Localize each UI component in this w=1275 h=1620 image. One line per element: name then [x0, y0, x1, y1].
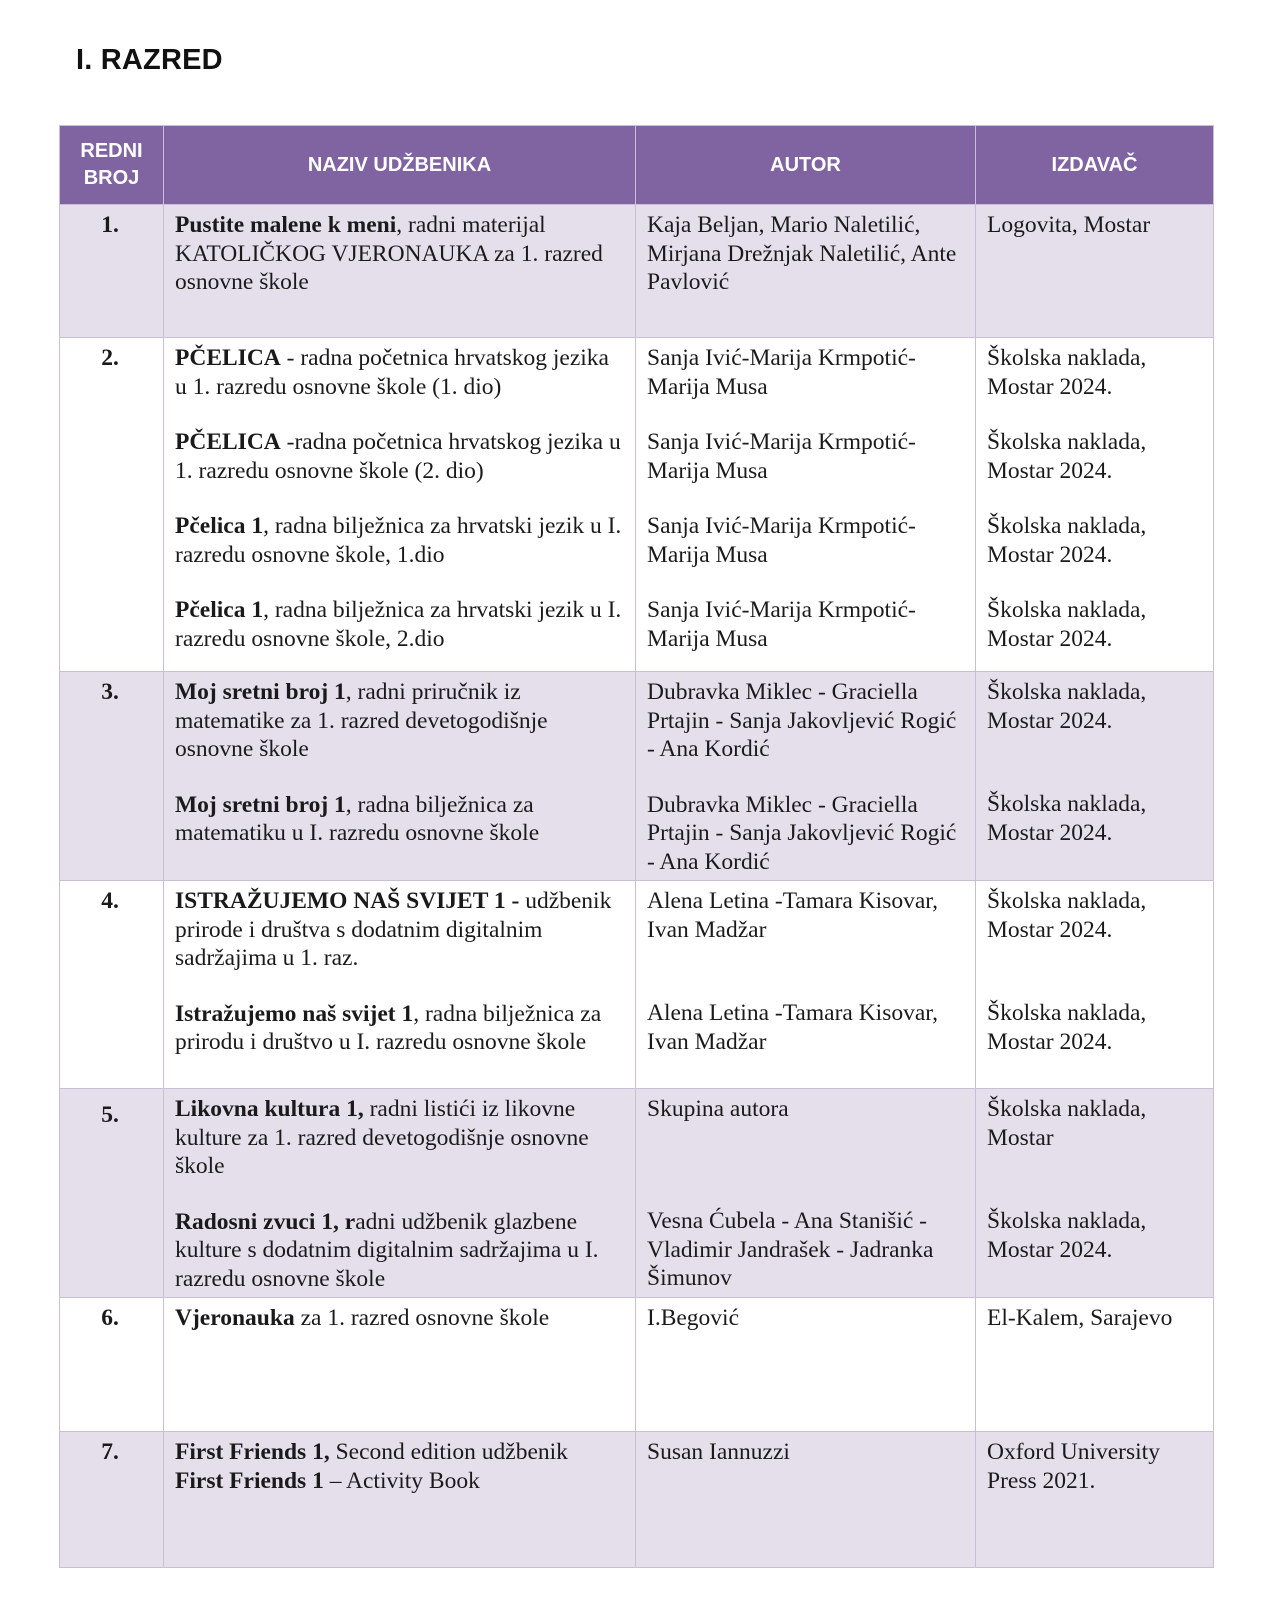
- author-cell: [636, 1432, 976, 1568]
- author-entry: Dubravka Miklec - Graciella Prtajin - Sanja Jakovljević Rogić - Ana Kordić: [647, 791, 957, 875]
- title-entry: Istražujemo naš svijet 1, radna bilježnica za prirodu i društvo u I. razredu osnovne škole: [175, 1000, 602, 1055]
- header-izdavac: IZDAVAČ: [976, 126, 1214, 205]
- title-cell: [164, 205, 636, 338]
- publisher-entry: Oxford University Press 2021.: [987, 1439, 1160, 1494]
- table-row: [60, 338, 1214, 672]
- header-naziv: NAZIV UDŽBENIKA: [164, 126, 636, 205]
- title-entry: Moj sretni broj 1, radni priručnik iz matematike za 1. razred devetogodišnje osnovne škole: [175, 679, 548, 762]
- textbook-table: [59, 125, 1214, 1568]
- publisher-cell: [976, 1089, 1214, 1298]
- author-entry: Kaja Beljan, Mario Naletilić, Mirjana Drežnjak Naletilić, Ante Pavlović: [647, 212, 957, 295]
- title-cell: [164, 338, 636, 672]
- publisher-cell: [976, 672, 1214, 881]
- publisher-entry: Školska naklada, Mostar 2024.: [987, 791, 1147, 846]
- author-cell: [636, 672, 976, 881]
- table-row: [60, 1298, 1214, 1432]
- publisher-entry: Školska naklada, Mostar 2024.: [987, 345, 1147, 400]
- publisher-entry: Školska naklada, Mostar 2024.: [987, 888, 1147, 943]
- author-cell: [636, 338, 976, 672]
- publisher-cell: [976, 881, 1214, 1089]
- table-row: [60, 672, 1214, 881]
- author-entry: Sanja Ivić-Marija Krmpotić-Marija Musa: [647, 429, 916, 484]
- author-entry: Sanja Ivić-Marija Krmpotić-Marija Musa: [647, 345, 916, 400]
- title-cell: [164, 1089, 636, 1298]
- title-entry: First Friends 1, Second edition udžbenik First Friends 1 – Activity Book: [175, 1439, 568, 1494]
- author-entry: Sanja Ivić-Marija Krmpotić-Marija Musa: [647, 513, 916, 568]
- table-row: [60, 205, 1214, 338]
- title-cell: [164, 881, 636, 1089]
- publisher-cell: [976, 1432, 1214, 1568]
- publisher-entry: Školska naklada, Mostar 2024.: [987, 679, 1147, 734]
- title-cell: [164, 1298, 636, 1432]
- author-cell: [636, 1298, 976, 1432]
- row-number: 5.: [60, 1089, 164, 1298]
- publisher-cell: [976, 205, 1214, 338]
- author-entry: Alena Letina -Tamara Kisovar, Ivan Madžar: [647, 1000, 939, 1055]
- title-entry: Pčelica 1, radna bilježnica za hrvatski jezik u I. razredu osnovne škole, 2.dio: [175, 597, 622, 652]
- author-entry: Susan Iannuzzi: [647, 1439, 790, 1465]
- title-entry: PČELICA - radna početnica hrvatskog jezika u 1. razredu osnovne škole (1. dio): [175, 345, 609, 400]
- table-header-row: [60, 126, 1214, 205]
- header-autor: AUTOR: [636, 126, 976, 205]
- row-number: 7.: [60, 1432, 164, 1568]
- title-entry: Radosni zvuci 1, radni udžbenik glazbene kulture s dodatnim digitalnim sadržajima u I. razredu osnovne škole: [175, 1208, 599, 1292]
- title-entry: ISTRAŽUJEMO NAŠ SVIJET 1 - udžbenik prirode i društva s dodatnim digitalnim sadržajima u 1. raz.: [175, 888, 612, 971]
- page-title: I. RAZRED: [76, 44, 223, 76]
- title-cell: [164, 1432, 636, 1568]
- publisher-cell: [976, 1298, 1214, 1432]
- author-entry: Vesna Ćubela - Ana Stanišić - Vladimir Jandrašek - Jadranka Šimunov: [647, 1208, 934, 1291]
- author-entry: I.Begović: [647, 1305, 740, 1331]
- publisher-entry: Školska naklada, Mostar 2024.: [987, 1000, 1147, 1055]
- title-cell: [164, 672, 636, 881]
- title-entry: PČELICA -radna početnica hrvatskog jezika u 1. razredu osnovne škole (2. dio): [175, 429, 621, 484]
- author-entry: Skupina autora: [647, 1096, 789, 1122]
- publisher-entry: Školska naklada, Mostar 2024.: [987, 1208, 1147, 1263]
- author-cell: [636, 205, 976, 338]
- row-number: 6.: [60, 1298, 164, 1432]
- author-cell: [636, 1089, 976, 1298]
- publisher-entry: Školska naklada, Mostar 2024.: [987, 429, 1147, 484]
- publisher-entry: Školska naklada, Mostar: [987, 1096, 1147, 1151]
- title-entry: Moj sretni broj 1, radna bilježnica za matematiku u I. razredu osnovne škole: [175, 791, 540, 846]
- author-entry: Sanja Ivić-Marija Krmpotić-Marija Musa: [647, 597, 916, 652]
- title-entry: Pustite malene k meni, radni materijal KATOLIČKOG VJERONAUKA za 1. razred osnovne škole: [175, 212, 603, 295]
- publisher-entry: El-Kalem, Sarajevo: [987, 1305, 1173, 1331]
- title-entry: Vjeronauka za 1. razred osnovne škole: [175, 1305, 550, 1331]
- publisher-entry: Školska naklada, Mostar 2024.: [987, 513, 1147, 568]
- table-row: [60, 1432, 1214, 1568]
- publisher-entry: Školska naklada, Mostar 2024.: [987, 597, 1147, 652]
- title-entry: Likovna kultura 1, radni listići iz likovne kulture za 1. razred devetogodišnje osnovne škole: [175, 1096, 589, 1179]
- publisher-entry: Logovita, Mostar: [987, 212, 1151, 238]
- row-number: 2.: [60, 338, 164, 672]
- author-cell: [636, 881, 976, 1089]
- row-number: 4.: [60, 881, 164, 1089]
- row-number: 1.: [60, 205, 164, 338]
- header-redni-broj: REDNI BROJ: [60, 126, 164, 205]
- row-number: 3.: [60, 672, 164, 881]
- table-row: [60, 881, 1214, 1089]
- author-entry: Dubravka Miklec - Graciella Prtajin - Sanja Jakovljević Rogić - Ana Kordić: [647, 679, 957, 762]
- author-entry: Alena Letina -Tamara Kisovar, Ivan Madžar: [647, 888, 939, 943]
- table-row: [60, 1089, 1214, 1298]
- title-entry: Pčelica 1, radna bilježnica za hrvatski jezik u I. razredu osnovne škole, 1.dio: [175, 513, 622, 568]
- publisher-cell: [976, 338, 1214, 672]
